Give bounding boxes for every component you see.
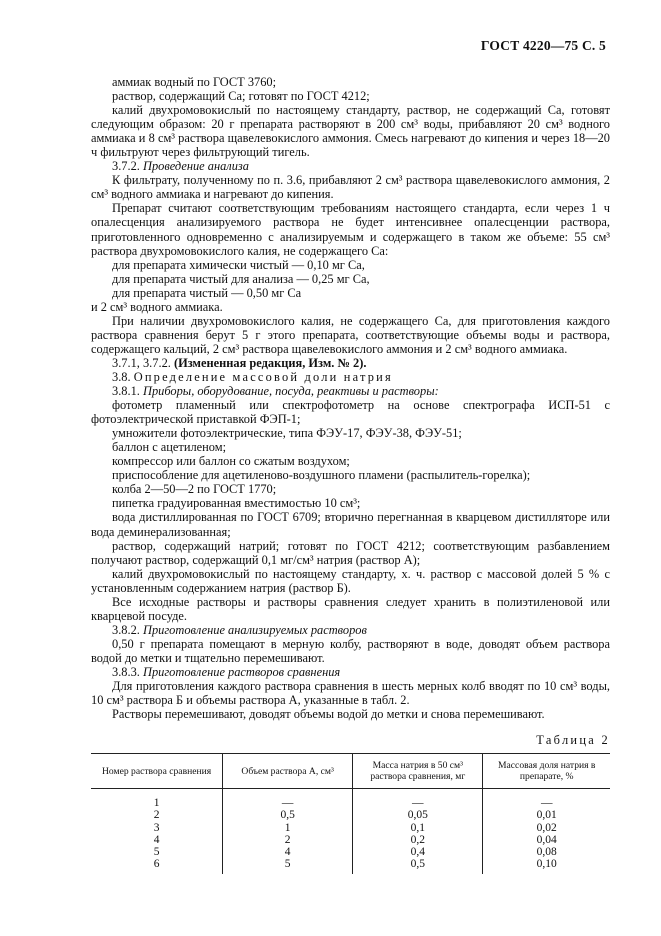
table-cell: 4 [153, 833, 160, 846]
column-header: Массовая доля натрия в препарате, % [483, 754, 610, 789]
table-cell: — [223, 789, 353, 810]
table-cell: 0,10 [483, 858, 610, 874]
list-item: раствор, содержащий натрий; готовят по ГОСТ 4212; соответствующим разбавлением получают раствор, содержащий 0,1 мг/см³ натрия (раствор А); [91, 538, 610, 567]
table-cell: 0,1 [353, 822, 483, 834]
table-cell: 0,04 [483, 834, 610, 846]
list-item: вода дистиллированная по ГОСТ 6709; вторично перегнанная в кварцевом дистилляторе или вода деминерализованная; [91, 510, 610, 539]
paragraph: аммиак водный по ГОСТ 3760; [112, 75, 277, 89]
table-cell: 2 [153, 809, 160, 822]
paragraph: 0,50 г препарата помещают в мерную колбу, растворяют в воде, доводят объем раствора водой до метки и тщательно перемешивают. [91, 636, 610, 665]
section-heading-3-8-3 [91, 665, 610, 679]
table-cell: 0,02 [483, 822, 610, 834]
section-title: Проведение анализа [143, 159, 249, 174]
paragraph: При наличии двухромовокислого калия, не содержащего Са, для приготовления каждого раствора сравнения берут 5 г этого препарата, соответствующие объемы воды и раствора, содержащего кальций, 2 см³ раствора щавелевокислого аммония и 2 см³ водного аммиака. [91, 313, 610, 356]
section-number: 3.8.2. [112, 622, 140, 637]
column-header: Масса натрия в 50 см³ раствора сравнения, мг [353, 754, 483, 789]
data-table [91, 753, 610, 874]
table-cell: 2 [223, 834, 353, 846]
table-cell: 0,05 [353, 809, 483, 821]
table-row [91, 809, 610, 821]
table-header-row [91, 754, 610, 789]
page-header: ГОСТ 4220—75 С. 5 [480, 38, 606, 53]
column-header: Номер раствора сравнения [91, 754, 223, 789]
section-title: Приготовление растворов сравнения [143, 664, 341, 679]
section-number: 3.8.3. [112, 664, 140, 679]
paragraph: и 2 см³ водного аммиака. [91, 299, 223, 314]
table-cell: 5 [223, 858, 353, 874]
list-item: для препарата чистый — 0,50 мг Са [112, 285, 302, 300]
section-title: Приборы, оборудование, посуда, реактивы и растворы: [143, 384, 439, 399]
table-cell: 0,4 [353, 846, 483, 858]
list-item: для препарата чистый для анализа — 0,25 мг Са, [112, 271, 370, 286]
section-heading-3-8-2 [91, 623, 610, 637]
table-cell: 6 [153, 858, 160, 871]
list-item: баллон с ацетиленом; [112, 440, 227, 455]
table-row [91, 822, 610, 834]
list-item: приспособление для ацетиленово-воздушного пламени (распылитель-горелка); [112, 468, 531, 483]
amendment-note [91, 356, 610, 370]
amendment-sections: 3.7.1, 3.7.2. [112, 355, 171, 370]
table-cell: 1 [223, 822, 353, 834]
paragraph: калий двухромовокислый по настоящему стандарту, раствор, не содержащий Са, готовят следующим образом: 20 г препарата растворяют в 200 см³ воды, прибавляют 20 см³ водного аммиака и 8 см³ раствора щавелевокислого аммония. Смесь нагревают до кипения и через 18—20 ч фильтруют через фильтрующий тигель. [91, 103, 610, 160]
section-number: 3.7.2. [112, 159, 140, 174]
list-item: пипетка градуированная вместимостью 10 см³; [112, 496, 361, 511]
table-cell: 0,5 [223, 809, 353, 821]
section-number: 3.8.1. [112, 384, 140, 399]
section-heading-3-8-1 [91, 384, 610, 398]
paragraph: Все исходные растворы и растворы сравнения следует хранить в полиэтиленовой или кварцевой посуде. [91, 594, 610, 623]
table-row [91, 846, 610, 858]
table-caption: Таблица 2 [536, 733, 610, 748]
paragraph: Препарат считают соответствующим требованиям настоящего стандарта, если через 1 ч опалесценция анализируемого раствора не будет интенсивнее опалесценции раствора, приготовленного одновременно с анализируемым и содержащего в таком же объеме: 55 см³ раствора двухромовокислого калия, не содержащего Са: [91, 201, 610, 258]
table-cell: 0,08 [483, 846, 610, 858]
table-cell: 3 [153, 821, 160, 834]
table-cell: — [483, 789, 610, 810]
table-row [91, 789, 610, 810]
list-item: колба 2—50—2 по ГОСТ 1770; [112, 482, 277, 497]
table-row [91, 834, 610, 846]
list-item: калий двухромовокислый по настоящему стандарту, х. ч. раствор с массовой долей 5 % с установленным содержанием натрия (раствор Б). [91, 566, 610, 595]
paragraph: К фильтрату, полученному по п. 3.6, прибавляют 2 см³ раствора щавелевокислого аммония, 2 см³ водного аммиака и нагревают до кипения. [91, 173, 610, 202]
table-cell: 5 [153, 846, 160, 859]
table-cell: 0,01 [483, 809, 610, 821]
section-title: Определение массовой доли натрия [133, 369, 393, 384]
list-item: компрессор или баллон со сжатым воздухом; [112, 454, 350, 469]
list-item: умножители фотоэлектрические, типа ФЭУ-17, ФЭУ-38, ФЭУ-51; [112, 426, 462, 441]
column-header: Объем раствора А, см³ [223, 754, 353, 789]
table-cell: 0,5 [353, 858, 483, 874]
section-number: 3.8. [112, 369, 131, 384]
table-cell: 0,2 [353, 834, 483, 846]
paragraph: раствор, содержащий Са; готовят по ГОСТ 4212; [112, 89, 370, 104]
table-cell: 1 [153, 797, 160, 810]
table-row [91, 858, 610, 874]
table-cell: 4 [223, 846, 353, 858]
list-item: фотометр пламенный или спектрофотометр на основе спектрографа ИСП-51 с фотоэлектрической приставкой ФЭП-1; [91, 398, 610, 427]
amendment-text: (Измененная редакция, Изм. № 2). [173, 355, 367, 370]
section-heading-3-7-2 [91, 159, 610, 173]
table-cell: — [353, 789, 483, 810]
section-heading-3-8 [91, 370, 610, 384]
document-body [91, 75, 610, 874]
paragraph: Для приготовления каждого раствора сравнения в шесть мерных колб вводят по 10 см³ воды, 10 см³ раствора Б и объемы раствора А, указанные в табл. 2. [91, 679, 610, 708]
section-title: Приготовление анализируемых растворов [143, 622, 367, 637]
list-item: для препарата химически чистый — 0,10 мг Са, [112, 257, 365, 272]
paragraph: Растворы перемешивают, доводят объемы водой до метки и снова перемешивают. [112, 707, 545, 722]
